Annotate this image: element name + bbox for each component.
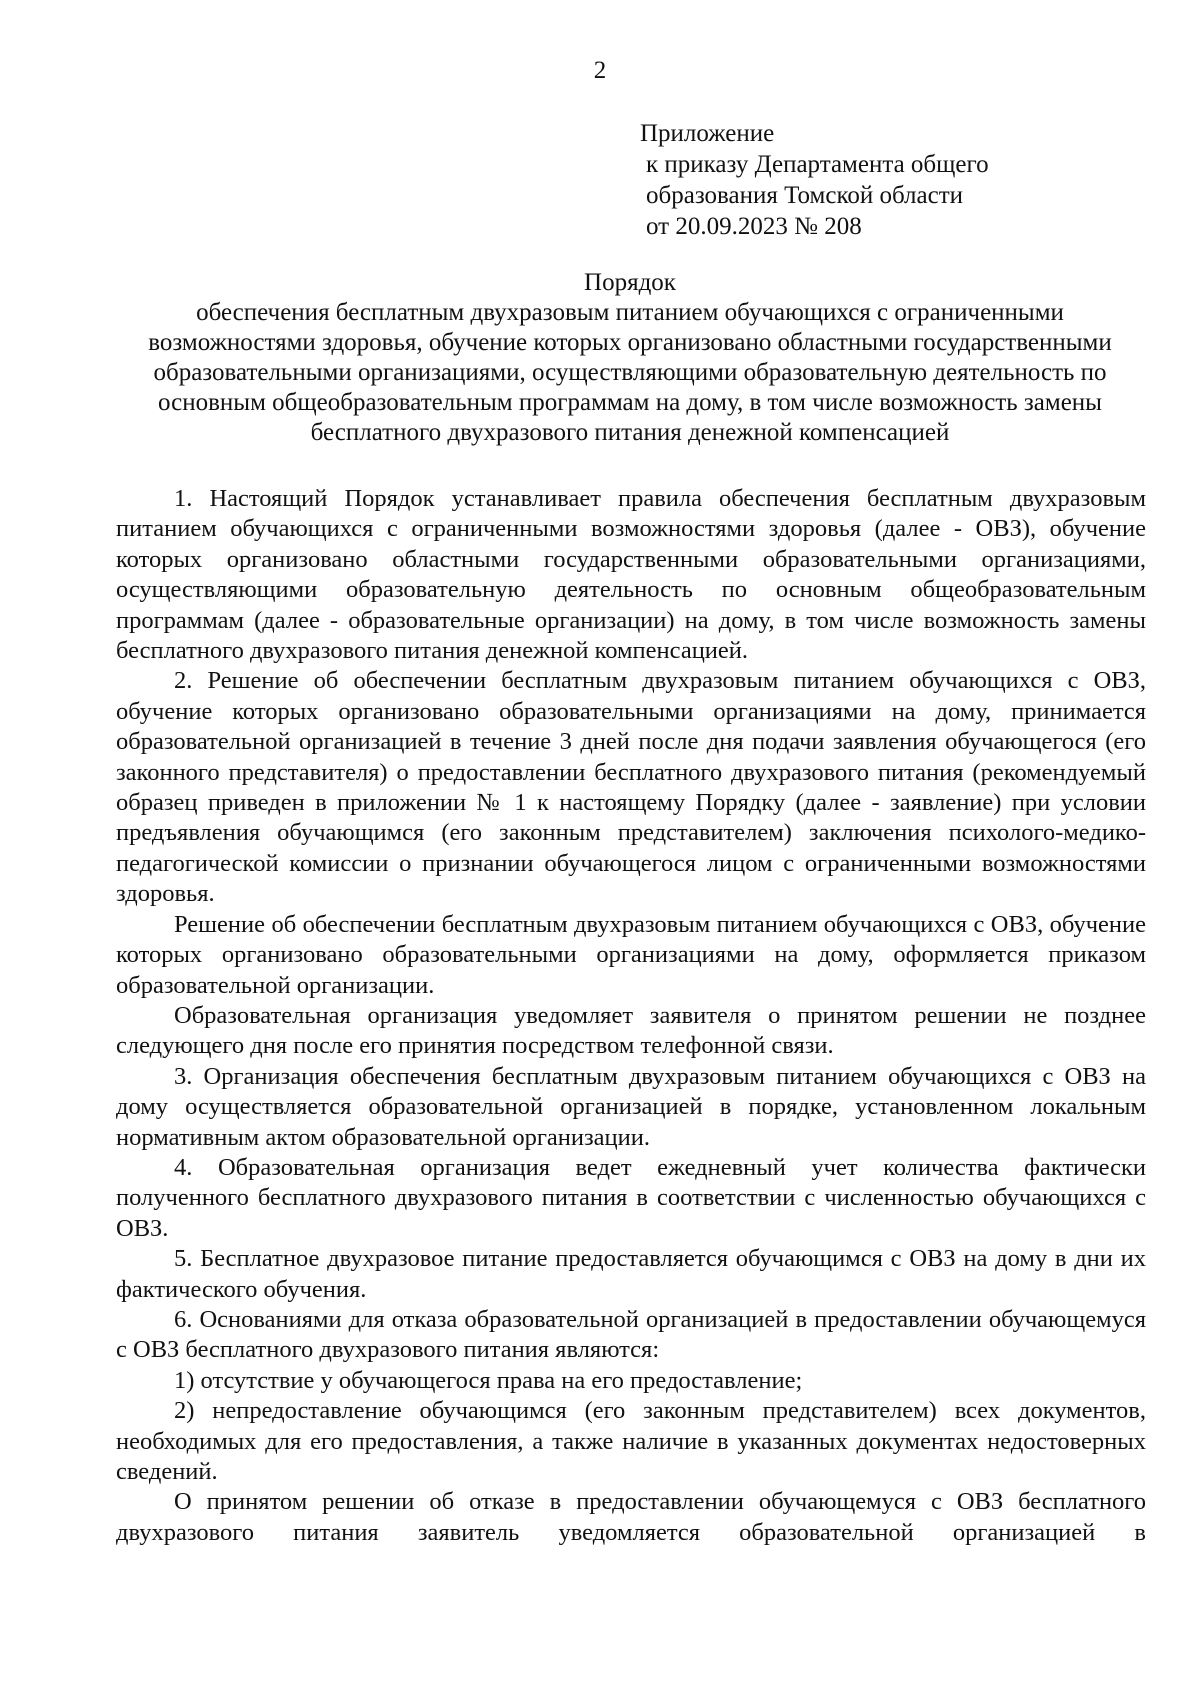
document-body bbox=[116, 484, 1146, 1548]
appendix-order-line: к приказу Департамента общего bbox=[646, 151, 989, 178]
paragraph-6-item-2: 2) непредоставление обучающимся (его законным представителем) всех документов, необходимых для его предоставления, а также наличие в указанных документах недостоверных сведений. bbox=[116, 1397, 1146, 1485]
paragraph-6: 6. Основаниями для отказа образовательной организацией в предоставлении обучающемуся с ОВЗ бесплатного двухразового питания являются: bbox=[116, 1305, 1146, 1364]
paragraph-6-item-1: 1) отсутствие у обучающегося права на его предоставление; bbox=[174, 1366, 803, 1394]
paragraph-1: 1. Настоящий Порядок устанавливает правила обеспечения бесплатным двухразовым питанием обучающихся с ограниченными возможностями здоровья (далее - ОВЗ), обучение которых организовано областными государственными образовательными организациями, осуществляющими образовательную деятельность по основным общеобразовательным программам (далее - образовательные организации) на дому, в том числе возможность замены бесплатного двухразового питания денежной компенсацией. bbox=[116, 485, 1146, 665]
paragraph-5: 5. Бесплатное двухразовое питание предоставляется обучающимся с ОВЗ на дому в дни их фактического обучения. bbox=[116, 1245, 1146, 1303]
title-heading: Порядок bbox=[584, 269, 676, 296]
appendix-date-number: от 20.09.2023 № 208 bbox=[646, 213, 862, 240]
appendix-department-line: образования Томской области bbox=[646, 182, 964, 209]
paragraph-refusal-notice: О принятом решении об отказе в предоставлении обучающемуся с ОВЗ бесплатного двухразового питания заявитель уведомляется образовательной организацией в bbox=[116, 1488, 1146, 1546]
document-title bbox=[110, 268, 1150, 448]
paragraph-2-notification: Образовательная организация уведомляет заявителя о принятом решении не позднее следующего дня после его принятия посредством телефонной связи. bbox=[116, 1001, 1146, 1060]
paragraph-4: 4. Образовательная организация ведет ежедневный учет количества фактически полученного бесплатного двухразового питания в соответствии с численностью обучающихся с ОВЗ. bbox=[116, 1153, 1146, 1242]
paragraph-2: 2. Решение об обеспечении бесплатным двухразовым питанием обучающихся с ОВЗ, обучение которых организовано образовательными организациями на дому, принимается образовательной организацией в течение 3 дней после дня подачи заявления обучающегося (его законного представителя) о предоставлении бесплатного двухразового питания (рекомендуемый образец приведен в приложении № 1 к настоящему Порядку (далее - заявление) при условии предъявления обучающимся (его законным представителем) заключения психолого-медико-педагогической комиссии о признании обучающегося лицом с ограниченными возможностями здоровья. bbox=[116, 667, 1146, 908]
appendix-title: Приложение bbox=[640, 120, 775, 147]
page-number: 2 bbox=[593, 57, 607, 84]
title-subtitle: обеспечения бесплатным двухразовым питанием обучающихся с ограниченными возможностями здоровья, обучение которых организовано областными государственными образовательными организациями, осуществляющими образовательную деятельность по основным общеобразовательным программам на дому, в том числе возможность замены бесплатного двухразового питания денежной компенсацией bbox=[148, 299, 1112, 446]
paragraph-3: 3. Организация обеспечения бесплатным двухразовым питанием обучающихся с ОВЗ на дому осуществляется образовательной организацией в порядке, установленном локальным нормативным актом образовательной организации. bbox=[116, 1062, 1146, 1151]
paragraph-2-decision-order: Решение об обеспечении бесплатным двухразовым питанием обучающихся с ОВЗ, обучение которых организовано образовательными организациями на дому, оформляется приказом образовательной организации. bbox=[116, 910, 1146, 999]
appendix-block bbox=[640, 118, 1160, 242]
